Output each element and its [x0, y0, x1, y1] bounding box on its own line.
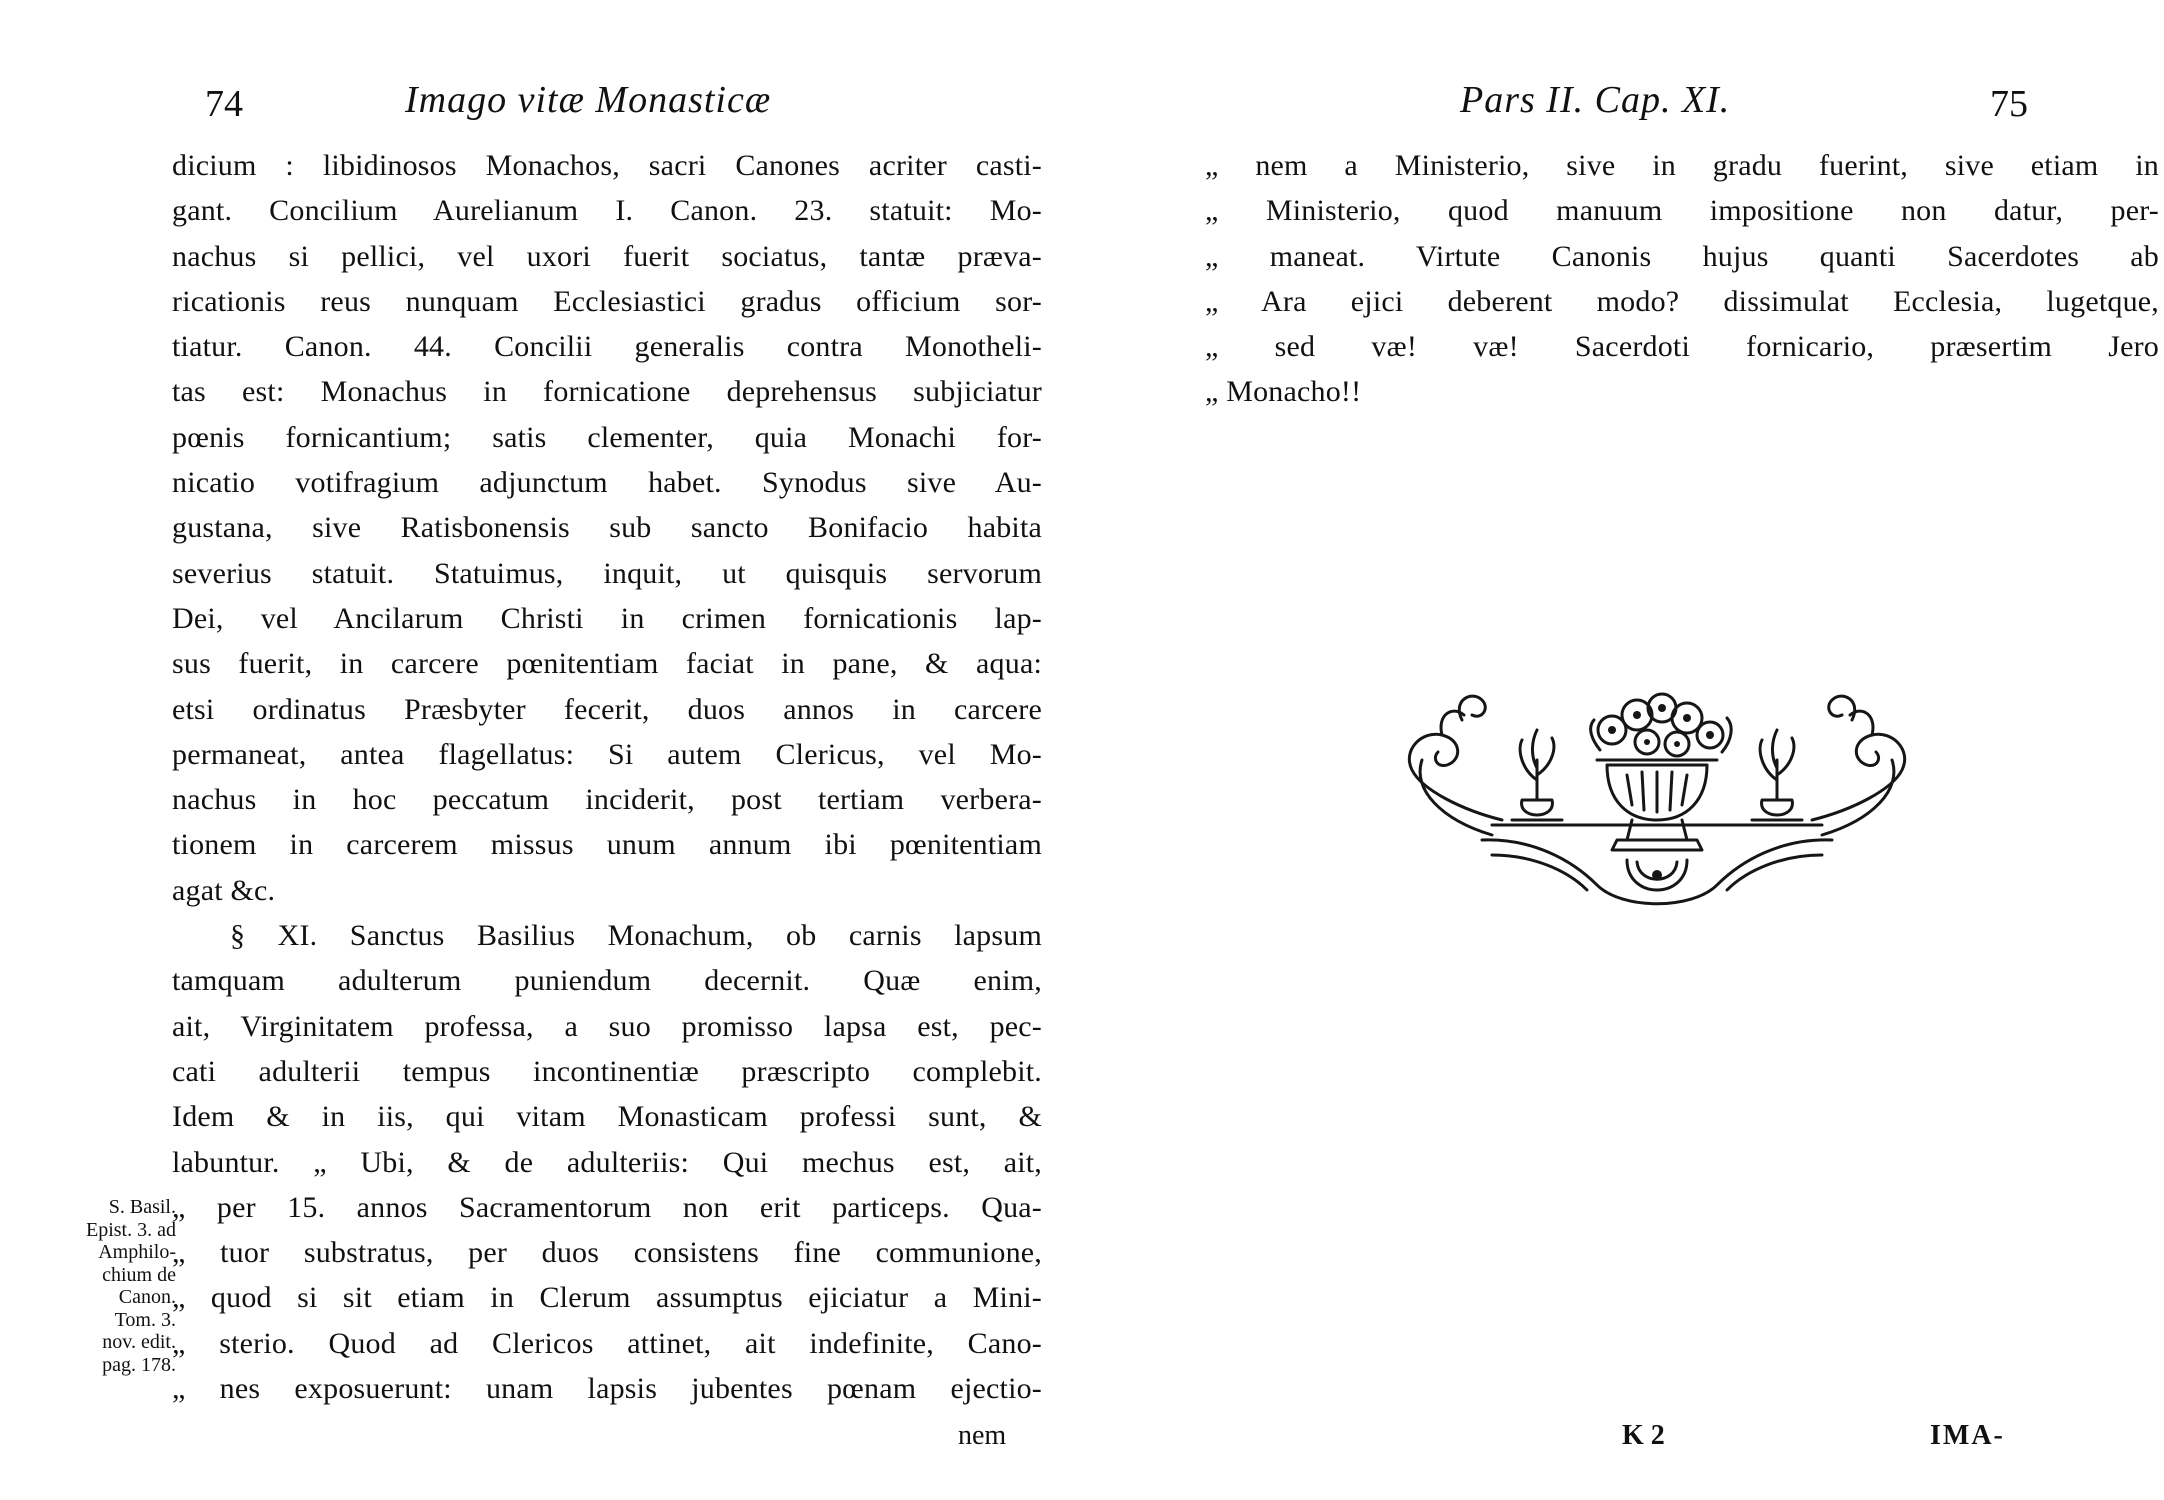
ornament-icon [1382, 660, 1932, 930]
text-line: agat &c. [172, 873, 276, 907]
text-line: „ nem a Ministerio, sive in gradu fuerint, sive etiam in [1205, 149, 2159, 182]
text-line: labuntur. „ Ubi, & de adulteriis: Qui mechus est, ait, [172, 1145, 1042, 1179]
text-line: severius statuit. Statuimus, inquit, ut quisquis servorum [172, 556, 1042, 590]
text-line: nachus in hoc peccatum inciderit, post tertiam verbera- [172, 783, 1042, 817]
catchword-right: IMA- [1930, 1420, 2005, 1451]
text-line: etsi ordinatus Præsbyter fecerit, duos annos in carcere [172, 692, 1042, 726]
text-line: Dei, vel Ancilarum Christi in crimen fornicationis lap- [172, 601, 1042, 635]
text-line: dicium : libidinosos Monachos, sacri Canones acriter casti- [172, 149, 1042, 182]
text-line: sus fuerit, in carcere pœnitentiam faciat in pane, & aqua: [172, 647, 1042, 681]
catchword-left: nem [958, 1420, 1007, 1451]
text-line: permaneat, antea flagellatus: Si autem Clericus, vel Mo- [172, 737, 1042, 771]
margin-note [40, 1196, 176, 1376]
running-head-right: Pars II. Cap. XI. [1460, 79, 1731, 121]
margin-note-line: pag. 178. [102, 1353, 176, 1376]
left-body-text [172, 143, 1042, 1411]
text-line: Idem & in iis, qui vitam Monasticam professi sunt, & [172, 1100, 1042, 1134]
text-line: „ sterio. Quod ad Clericos attinet, ait indefinite, Cano- [172, 1326, 1042, 1360]
text-line: „ Monacho!! [1205, 375, 1362, 409]
margin-note-line: Canon. [118, 1286, 176, 1308]
text-line: ait, Virginitatem professa, a suo promisso lapsa est, pec- [172, 1009, 1042, 1043]
text-line: gant. Concilium Aurelianum I. Canon. 23. statuit: Mo- [172, 194, 1042, 228]
text-line: „ quod si sit etiam in Clerum assumptus ejiciatur a Mini- [172, 1281, 1042, 1315]
text-line: tionem in carcerem missus unum annum ibi pœnitentiam [172, 828, 1042, 862]
text-line: cati adulterii tempus incontinentiæ præscripto complebit. [172, 1054, 1042, 1088]
margin-note-line: chium de [102, 1263, 176, 1286]
text-line: „ nes exposuerunt: unam lapsis jubentes pœnam ejectio- [172, 1372, 1042, 1406]
text-line: tamquam adulterum puniendum decernit. Quæ enim, [172, 964, 1042, 998]
margin-note-line: Amphilo- [98, 1241, 176, 1263]
right-page [1082, 0, 2164, 1500]
text-line: nicatio votifragium adjunctum habet. Synodus sive Au- [172, 466, 1042, 500]
text-line: „ Ara ejici deberent modo? dissimulat Ecclesia, lugetque, [1205, 284, 2159, 318]
text-line: tas est: Monachus in fornicatione deprehensus subjiciatur [172, 375, 1042, 409]
text-line: nachus si pellici, vel uxori fuerit sociatus, tantæ præva- [172, 239, 1042, 273]
text-line: „ per 15. annos Sacramentorum non erit particeps. Qua- [172, 1190, 1042, 1224]
text-line: pœnis fornicantium; satis clementer, quia Monachi for- [172, 420, 1042, 454]
section-heading-line: § XI. Sanctus Basilius Monachum, ob carnis lapsum [230, 919, 1042, 953]
text-line: „ Ministerio, quod manuum impositione non datur, per- [1205, 194, 2159, 228]
text-line: ricationis reus nunquam Ecclesiastici gradus officium sor- [172, 284, 1042, 318]
text-line: tiatur. Canon. 44. Concilii generalis contra Monotheli- [172, 330, 1042, 364]
text-line: „ tuor substratus, per duos consistens fine communione, [172, 1236, 1042, 1270]
text-line: „ sed væ! væ! Sacerdoti fornicario, præsertim Jero [1205, 330, 2159, 364]
right-body-text [1205, 143, 2159, 415]
page-number-right: 75 [1990, 83, 2028, 125]
text-line: gustana, sive Ratisbonensis sub sancto Bonifacio habita [172, 511, 1042, 545]
margin-note-line: nov. edit. [102, 1331, 176, 1353]
text-line: „ maneat. Virtute Canonis hujus quanti Sacerdotes ab [1205, 239, 2159, 273]
margin-note-line: Epist. 3. ad [86, 1218, 176, 1241]
page-number-left: 74 [205, 83, 243, 125]
margin-note-line: S. Basil. [108, 1196, 176, 1218]
running-head-left: Imago vitæ Monasticæ [405, 79, 772, 121]
margin-note-line: Tom. 3. [114, 1308, 176, 1331]
signature-mark: K 2 [1622, 1420, 1665, 1451]
